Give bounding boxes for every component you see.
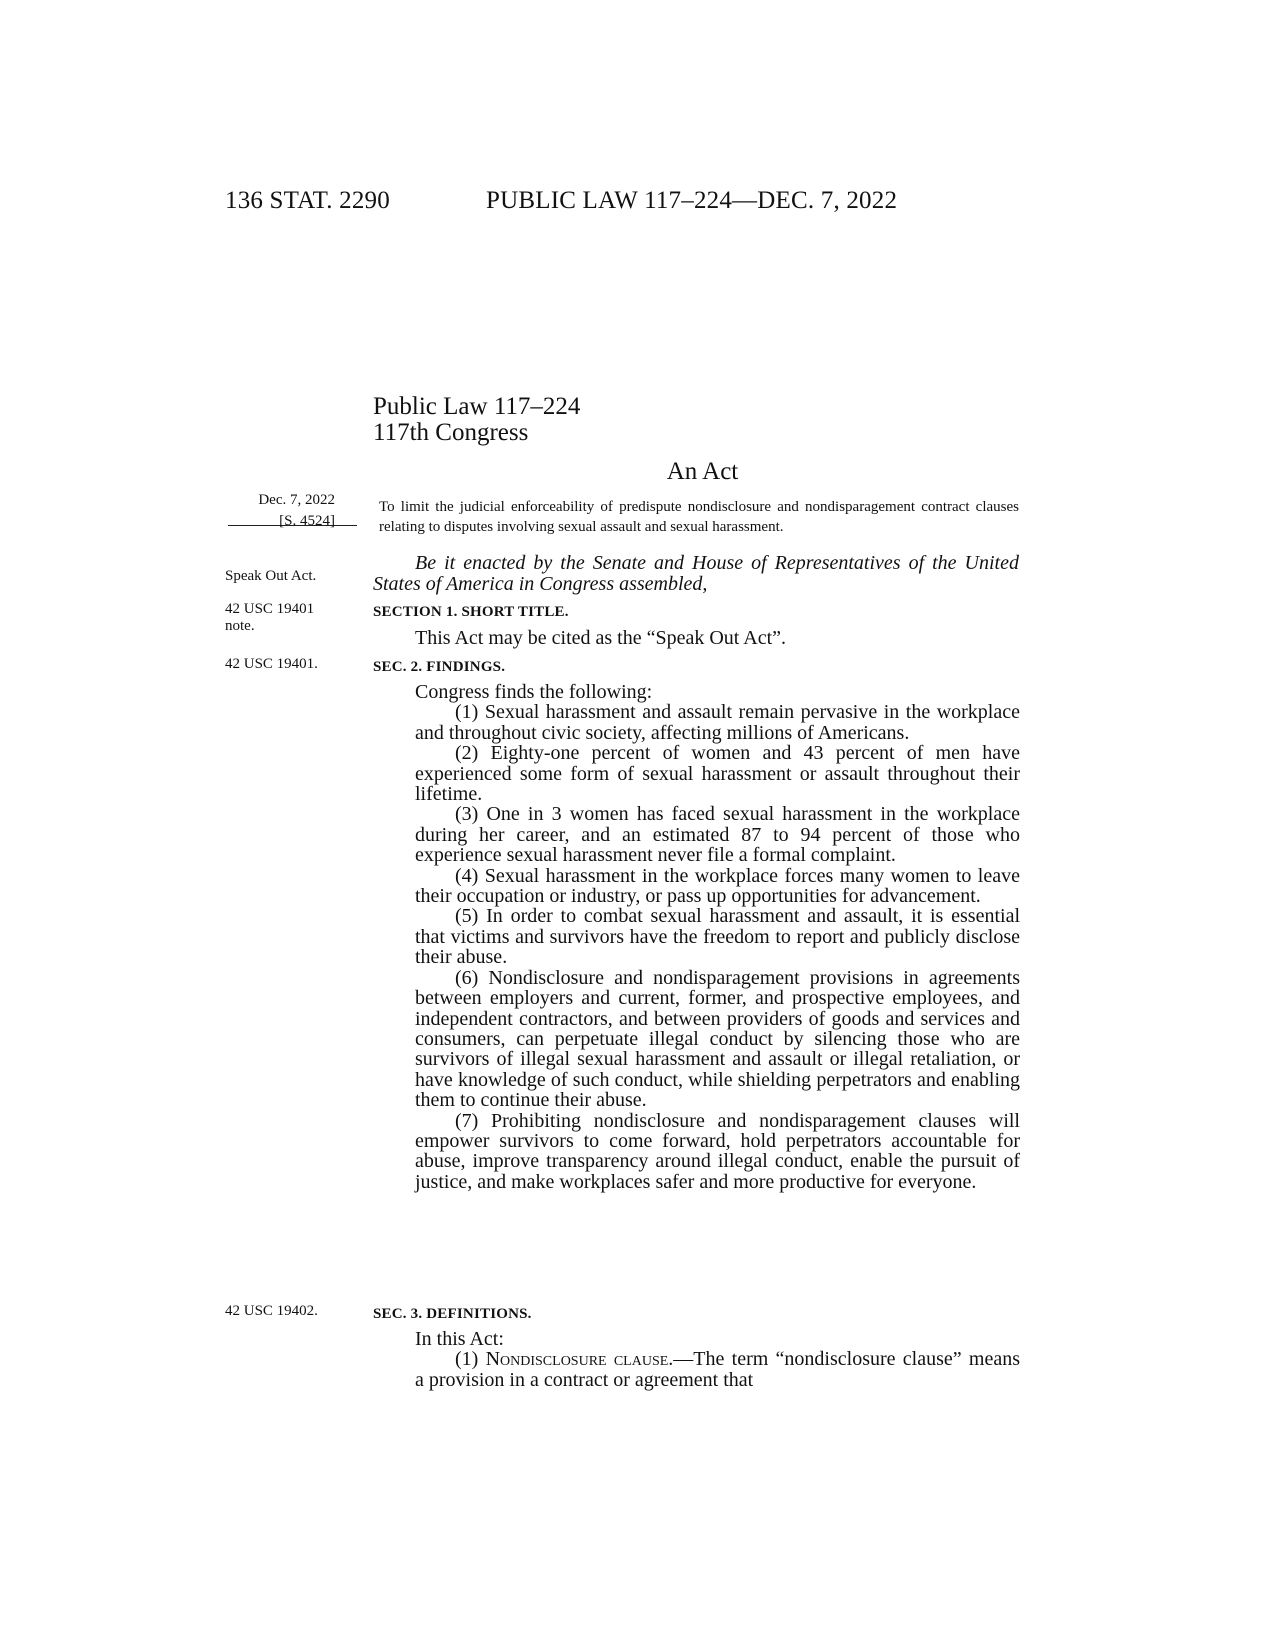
- definitions-block: [415, 1329, 1020, 1390]
- findings-block: [415, 682, 1020, 1192]
- law-number: Public Law 117–224: [373, 393, 581, 420]
- section1-heading: SECTION 1. SHORT TITLE.: [373, 604, 569, 620]
- stat-page-number: 136 STAT. 2290: [225, 187, 390, 214]
- margin-sec1-cite-line2: note.: [225, 618, 255, 634]
- margin-bill-number: [S. 4524]: [279, 513, 335, 529]
- margin-sec2-cite: 42 USC 19401.: [225, 656, 318, 672]
- definitions-intro: In this Act:: [415, 1328, 504, 1350]
- section2-heading: SEC. 2. FINDINGS.: [373, 659, 506, 675]
- margin-sec1-cite-line1: 42 USC 19401: [225, 601, 315, 617]
- section1-text: This Act may be cited as the “Speak Out Act”.: [415, 627, 787, 649]
- congress-number: 117th Congress: [373, 419, 529, 446]
- finding-7: (7) Prohibiting nondisclosure and nondisparagement clauses will empower survivors to come forward, hold perpetrators accountable for abuse, improve transparency around illegal conduct, enable the pursuit of justice, and make workplaces safer and more productive for everyone.: [415, 1109, 1020, 1193]
- act-label: An Act: [666, 458, 739, 485]
- margin-short-title-note: Speak Out Act.: [225, 568, 317, 584]
- finding-6: (6) Nondisclosure and nondisparagement provisions in agreements between employers and current, former, and prospective employees, and independent contractors, and between providers of goods and services and consumers, can perpetuate illegal conduct by silencing those who are survivors of illegal sexual harassment and assault or illegal retaliation, or have knowledge of such conduct, while shielding perpetrators and enabling them to continue their abuse.: [415, 966, 1020, 1112]
- findings-intro: Congress finds the following:: [415, 681, 653, 703]
- margin-date: Dec. 7, 2022: [258, 492, 335, 508]
- definition-1-text: .—The term “nondisclosure clause” means a provision in a contract or agreement that: [415, 1348, 1020, 1391]
- definition-1-number: (1): [455, 1348, 486, 1371]
- finding-5: (5) In order to combat sexual harassment and assault, it is essential that victims and survivors have the freedom to report and publicly disclose their abuse.: [415, 905, 1020, 969]
- finding-2: (2) Eighty-one percent of women and 43 percent of men have experienced some form of sexual harassment or assault throughout their lifetime.: [415, 742, 1020, 806]
- section3-heading: SEC. 3. DEFINITIONS.: [373, 1306, 532, 1322]
- enacting-clause: Be it enacted by the Senate and House of Representatives of the United States of America in Congress assembled,: [373, 552, 1019, 595]
- purpose-statement: To limit the judicial enforceability of predispute nondisclosure and nondisparagement contract clauses relating to disputes involving sexual assault and sexual harassment.: [379, 499, 1019, 535]
- finding-3: (3) One in 3 women has faced sexual harassment in the workplace during her career, and an estimated 87 to 94 percent of those who experience sexual harassment never file a formal complaint.: [415, 803, 1020, 867]
- margin-sec3-cite: 42 USC 19402.: [225, 1303, 318, 1319]
- running-title: PUBLIC LAW 117–224—DEC. 7, 2022: [486, 187, 898, 214]
- finding-1: (1) Sexual harassment and assault remain pervasive in the workplace and throughout civic society, affecting millions of Americans.: [415, 701, 1020, 744]
- definition-1-term: Nondisclosure clause: [485, 1348, 669, 1371]
- finding-4: (4) Sexual harassment in the workplace forces many women to leave their occupation or industry, or pass up opportunities for advancement.: [415, 864, 1020, 908]
- definition-1: [415, 1349, 1020, 1390]
